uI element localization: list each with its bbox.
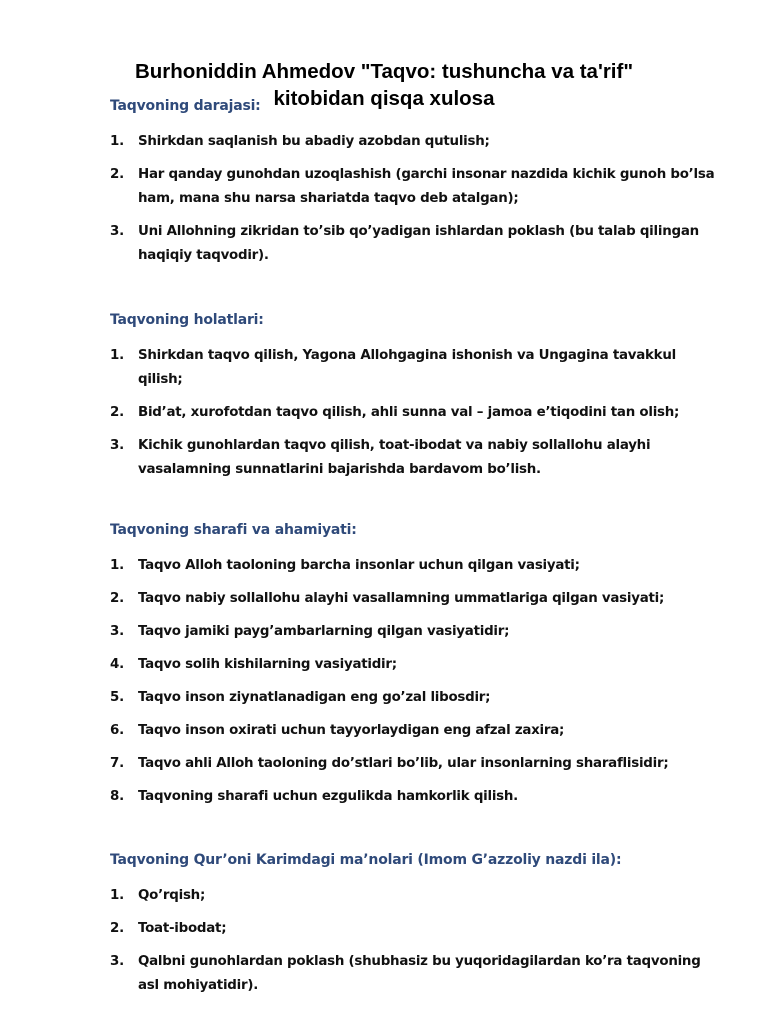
list-item-number: 2. [110,405,124,420]
list-item [110,434,722,482]
list-item-number: 7. [110,756,124,771]
list-item [110,653,722,677]
list-item [110,884,722,908]
list-item-number: 3. [110,224,124,239]
list-item [110,719,722,743]
section-heading: Taqvoning Qur’oni Karimdagi ma’nolari (Imom G’azzoliy nazdi ila): [110,852,622,868]
list-item-text: Qo’rqish; [138,888,206,903]
list-item-text: Taqvo inson oxirati uchun tayyorlaydigan eng afzal zaxira; [138,723,565,738]
list-item [110,220,722,268]
list-item-text: Taqvoning sharafi uchun ezgulikda hamkorlik qilish. [138,789,519,804]
section-taqvo-quran-meanings [110,850,722,1007]
list-item-text: Taqvo solih kishilarning vasiyatidir; [138,657,397,672]
list-item-number: 4. [110,657,124,672]
list-item [110,130,722,154]
list-item-number: 2. [110,921,124,936]
list-item-number: 3. [110,954,124,969]
list-item-text: Bid’at, xurofotdan taqvo qilish, ahli sunna val – jamoa e’tiqodini tan olish; [138,405,680,420]
list-item-text: Shirkdan saqlanish bu abadiy azobdan qutulish; [138,134,490,149]
list-item [110,554,722,578]
section-taqvo-levels [110,96,722,277]
list-item-number: 1. [110,134,124,149]
list-item [110,401,722,425]
list-item-text: Qalbni gunohlardan poklash (shubhasiz bu yuqoridagilardan ko’ra taqvoning asl mohiyatidir). [138,954,701,993]
list-item [110,917,722,941]
list-item-number: 3. [110,624,124,639]
list-item-text: Uni Allohning zikridan to’sib qo’yadigan ishlardan poklash (bu talab qilingan haqiqiy taqvodir). [138,224,699,263]
list-item-text: Taqvo jamiki payg’ambarlarning qilgan vasiyatidir; [138,624,510,639]
list-item [110,950,722,998]
list-item-number: 8. [110,789,124,804]
list-item-text: Taqvo Alloh taoloning barcha insonlar uchun qilgan vasiyati; [138,558,580,573]
list-item [110,752,722,776]
document-title-line-1: Burhoniddin Ahmedov "Taqvo: tushuncha va ta'rif" [134,59,634,83]
list-item-number: 1. [110,558,124,573]
list-item-number: 1. [110,888,124,903]
list-item-text: Taqvo nabiy sollallohu alayhi vasallamning ummatlariga qilgan vasiyati; [138,591,665,606]
list-item-number: 5. [110,690,124,705]
list-item-text: Taqvo inson ziynatlanadigan eng go’zal libosdir; [138,690,491,705]
section-heading: Taqvoning holatlari: [110,312,264,328]
list-item-number: 6. [110,723,124,738]
list-item-text: Shirkdan taqvo qilish, Yagona Allohgagina ishonish va Ungagina tavakkul qilish; [138,348,676,387]
list-item-number: 1. [110,348,124,363]
list-item [110,587,722,611]
section-heading: Taqvoning darajasi: [110,98,261,114]
list-item [110,785,722,809]
list-item-number: 2. [110,167,124,182]
list-item [110,686,722,710]
list-item-text: Toat-ibodat; [138,921,227,936]
list-item-number: 2. [110,591,124,606]
section-taqvo-honor [110,520,722,818]
list-item-text: Har qanday gunohdan uzoqlashish (garchi insonar nazdida kichik gunoh bo’lsa ham, mana shu narsa shariatda taqvo deb atalgan); [138,167,715,206]
list-item-text: Kichik gunohlardan taqvo qilish, toat-ibodat va nabiy sollallohu alayhi vasalamning sunnatlarini bajarishda bardavom bo’lish. [138,438,651,477]
section-heading: Taqvoning sharafi va ahamiyati: [110,522,357,538]
section-taqvo-states [110,310,722,491]
list-item [110,620,722,644]
list-item-text: Taqvo ahli Alloh taoloning do’stlari bo’lib, ular insonlarning sharaflisidir; [138,756,669,771]
list-item [110,344,722,392]
list-item-number: 3. [110,438,124,453]
document-title-line-2: kitobidan qisqa xulosa [273,86,495,110]
list-item [110,163,722,211]
